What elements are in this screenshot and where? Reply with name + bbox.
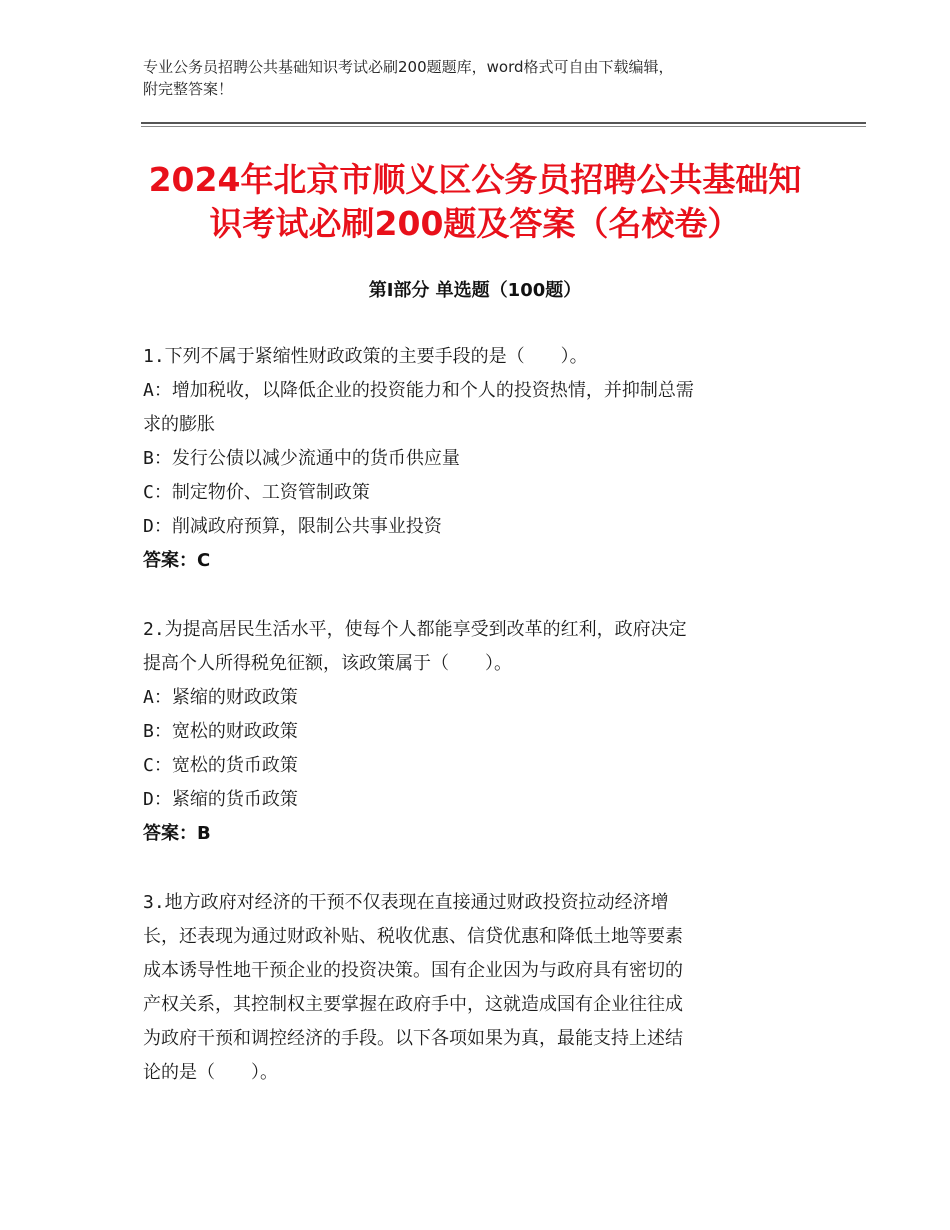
question-3-stem-line-5: 为政府干预和调控经济的手段。以下各项如果为真，最能支持上述结 bbox=[143, 1028, 683, 1049]
header-note bbox=[143, 56, 823, 100]
header-divider-thin bbox=[141, 126, 866, 127]
question-2-option-c: C：宽松的货币政策 bbox=[143, 755, 298, 776]
question-1-option-c: C：制定物价、工资管制政策 bbox=[143, 482, 370, 503]
question-2-answer: 答案：B bbox=[143, 823, 211, 844]
question-1-stem: 1.下列不属于紧缩性财政政策的主要手段的是（ ）。 bbox=[143, 346, 588, 367]
question-3-stem-line-4: 产权关系，其控制权主要掌握在政府手中，这就造成国有企业往往成 bbox=[143, 994, 683, 1015]
document-title-line-2: 识考试必刷200题及答案（名校卷） bbox=[209, 204, 741, 243]
question-1-option-a: A：增加税收，以降低企业的投资能力和个人的投资热情，并抑制总需 bbox=[143, 380, 694, 401]
question-2-option-b: B：宽松的财政政策 bbox=[143, 721, 298, 742]
question-3-stem-line-6: 论的是（ ）。 bbox=[143, 1062, 278, 1083]
question-3-stem-line-3: 成本诱导性地干预企业的投资决策。国有企业因为与政府具有密切的 bbox=[143, 960, 683, 981]
header-note-line-1: 专业公务员招聘公共基础知识考试必刷200题题库，word格式可自由下载编辑， bbox=[143, 58, 674, 76]
question-2-option-d: D：紧缩的货币政策 bbox=[143, 789, 298, 810]
question-1-option-d: D：削减政府预算，限制公共事业投资 bbox=[143, 516, 442, 537]
question-3-stem-line-2: 长，还表现为通过财政补贴、税收优惠、信贷优惠和降低土地等要素 bbox=[143, 926, 683, 947]
document-title-line-1: 2024年北京市顺义区公务员招聘公共基础知 bbox=[148, 160, 802, 199]
question-2-stem-line-2: 提高个人所得税免征额，该政策属于（ ）。 bbox=[143, 653, 512, 674]
question-2-stem-line-1: 2.为提高居民生活水平，使每个人都能享受到改革的红利，政府决定 bbox=[143, 619, 687, 640]
document-title bbox=[120, 158, 830, 246]
question-2-option-a: A：紧缩的财政政策 bbox=[143, 687, 298, 708]
question-1-answer: 答案：C bbox=[143, 550, 211, 571]
header-divider-thick bbox=[141, 122, 866, 124]
header-note-line-2: 附完整答案！ bbox=[143, 80, 234, 98]
question-1-option-a-continued: 求的膨胀 bbox=[143, 414, 215, 435]
section-heading: 第Ⅰ部分 单选题（100题） bbox=[368, 280, 582, 301]
question-1-option-b: B：发行公债以减少流通中的货币供应量 bbox=[143, 448, 460, 469]
question-3-stem-line-1: 3.地方政府对经济的干预不仅表现在直接通过财政投资拉动经济增 bbox=[143, 892, 669, 913]
